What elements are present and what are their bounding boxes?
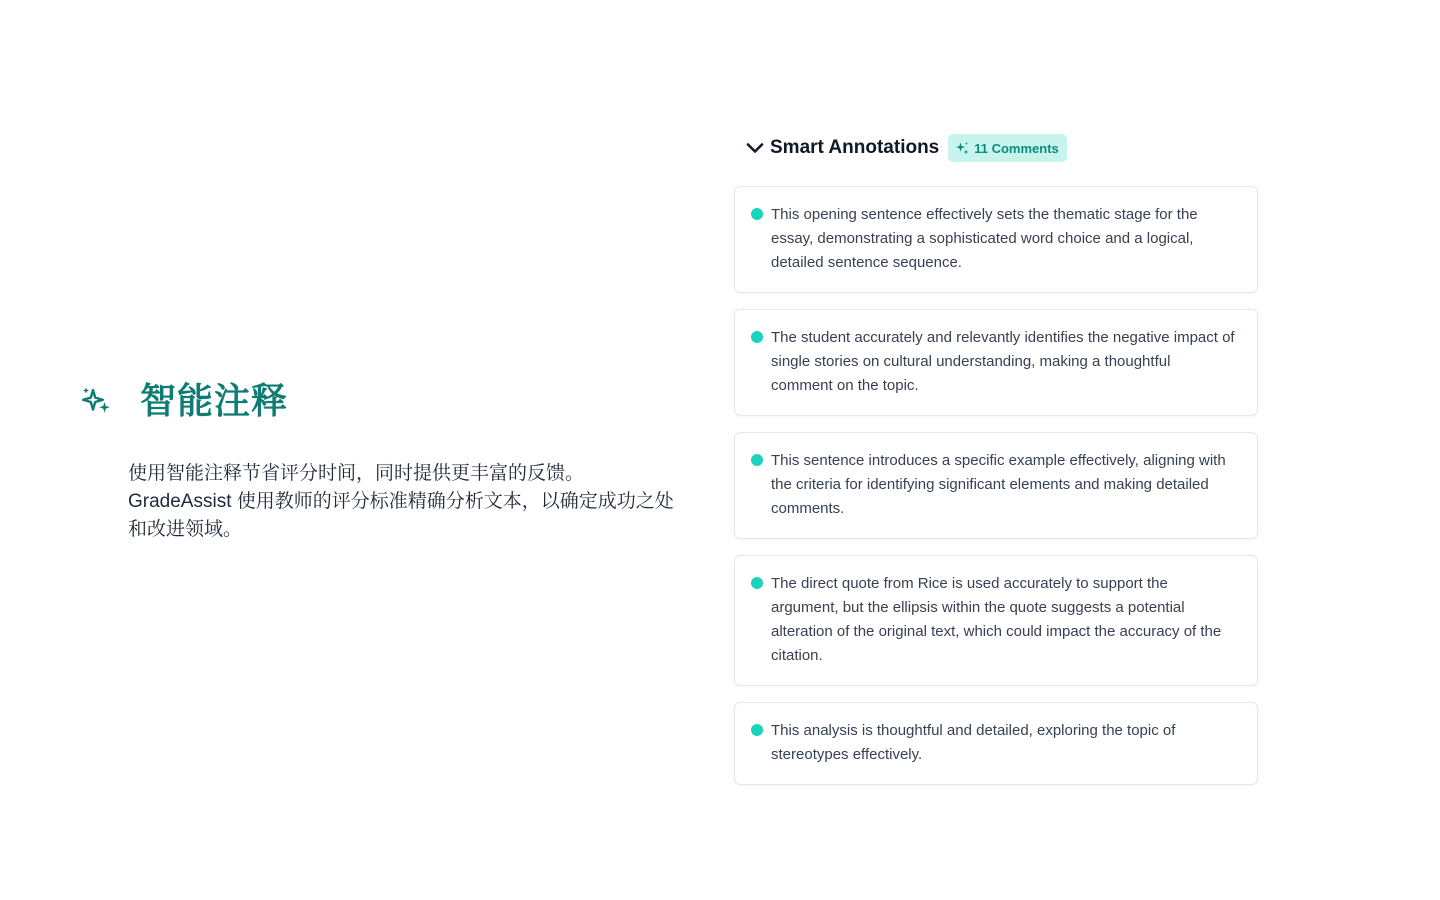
- panel-title: Smart Annotations: [770, 137, 940, 158]
- collapse-button[interactable]: [744, 137, 766, 159]
- annotation-text: The direct quote from Rice is used accurately to support the argument, but the ellipsis within the quote suggests a potential alteration of the original text, which could impact the accuracy of the citation.: [771, 575, 1222, 664]
- annotation-card[interactable]: [734, 432, 1258, 539]
- feature-section: [80, 376, 680, 544]
- panel-header: [734, 130, 1258, 166]
- annotation-dot: [751, 454, 763, 466]
- annotation-card[interactable]: [734, 309, 1258, 416]
- annotation-card[interactable]: [734, 555, 1258, 686]
- annotation-card[interactable]: [734, 186, 1258, 293]
- smart-annotations-panel: [734, 130, 1258, 801]
- feature-description: 使用智能注释节省评分时间，同时提供更丰富的反馈。GradeAssist 使用教师的评分标准精确分析文本，以确定成功之处和改进领域。: [128, 463, 674, 540]
- annotation-dot: [751, 724, 763, 736]
- feature-heading: [80, 376, 680, 426]
- comments-badge: [948, 134, 1067, 162]
- annotation-dot: [751, 577, 763, 589]
- chevron-down-icon: [745, 138, 765, 158]
- annotation-dot: [751, 331, 763, 343]
- sparkle-icon: [80, 385, 112, 417]
- annotation-card[interactable]: [734, 702, 1258, 785]
- comments-count: 11 Comments: [974, 140, 1059, 156]
- sparkle-icon: [955, 141, 969, 155]
- annotation-text: The student accurately and relevantly identifies the negative impact of single stories on cultural understanding, making a thoughtful comment on the topic.: [771, 329, 1235, 394]
- annotation-text: This opening sentence effectively sets the thematic stage for the essay, demonstrating a sophisticated word choice and a logical, detailed sentence sequence.: [771, 206, 1198, 271]
- annotation-list: [734, 186, 1258, 785]
- annotation-dot: [751, 208, 763, 220]
- feature-title: 智能注释: [140, 380, 289, 422]
- annotation-text: This analysis is thoughtful and detailed, exploring the topic of stereotypes effectively.: [771, 722, 1176, 763]
- annotation-text: This sentence introduces a specific example effectively, aligning with the criteria for identifying significant elements and making detailed comments.: [771, 452, 1226, 517]
